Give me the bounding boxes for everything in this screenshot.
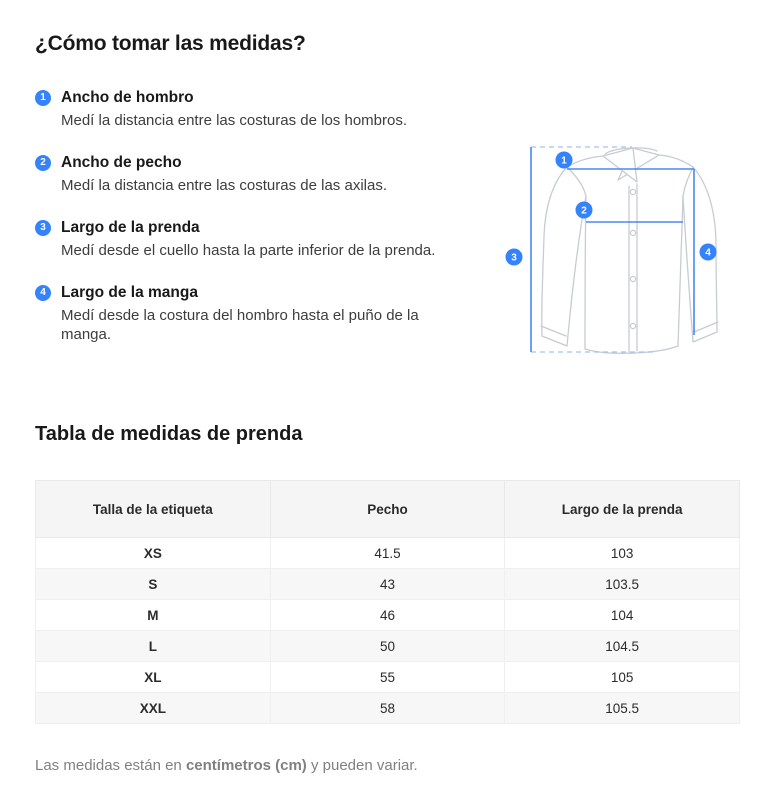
cell-length: 105	[505, 662, 740, 693]
step-description: Medí desde el cuello hasta la parte inferior de la prenda.	[61, 242, 436, 259]
table-row	[36, 538, 740, 569]
step-number-badge: 4	[35, 285, 51, 301]
shirt-button	[630, 276, 635, 281]
step-title: Largo de la prenda	[61, 219, 200, 236]
diagram-marker-2	[576, 202, 593, 219]
diagram-marker-3	[506, 249, 523, 266]
header-chest: Pecho	[270, 481, 505, 538]
cell-size: XS	[36, 538, 271, 569]
footnote-suffix: y pueden variar.	[306, 757, 418, 774]
size-table-header-row	[36, 481, 740, 538]
table-row	[36, 631, 740, 662]
cell-length: 105.5	[505, 693, 740, 724]
shirt-left-shoulder	[567, 156, 603, 167]
footnote	[35, 756, 740, 775]
step-chest-width	[35, 154, 457, 195]
step-header	[35, 154, 457, 172]
shirt-button	[630, 230, 635, 235]
step-number-badge: 3	[35, 220, 51, 236]
diagram-marker-1	[556, 152, 573, 169]
measurement-steps	[35, 89, 457, 344]
shirt-right-cuff	[694, 322, 718, 332]
step-header	[35, 219, 457, 237]
step-description: Medí la distancia entre las costuras de los hombros.	[61, 112, 408, 129]
table-title: Tabla de medidas de prenda	[35, 423, 303, 445]
cell-length: 103	[505, 538, 740, 569]
shirt-buttons	[630, 189, 635, 328]
marker-label: 3	[511, 252, 517, 264]
step-number-badge: 2	[35, 155, 51, 171]
header-size-label: Talla de la etiqueta	[36, 481, 271, 538]
shirt-left-cuff	[541, 326, 566, 336]
table-row	[36, 662, 740, 693]
shirt-right-shoulder	[659, 155, 693, 167]
diagram-marker-4	[700, 244, 717, 261]
measurement-lines	[531, 147, 694, 352]
table-row	[36, 569, 740, 600]
shirt-button	[630, 323, 635, 328]
how-to-section	[35, 89, 740, 391]
cell-length: 103.5	[505, 569, 740, 600]
marker-label: 2	[581, 205, 587, 217]
cell-size: XL	[36, 662, 271, 693]
cell-size: M	[36, 600, 271, 631]
cell-chest: 58	[270, 693, 505, 724]
step-header	[35, 89, 457, 107]
header-garment-length: Largo de la prenda	[505, 481, 740, 538]
shirt-diagram-svg	[495, 134, 745, 374]
shirt-button	[630, 189, 635, 194]
cell-chest: 46	[270, 600, 505, 631]
cell-size: S	[36, 569, 271, 600]
step-shoulder-width	[35, 89, 457, 130]
step-title: Ancho de hombro	[61, 89, 194, 106]
marker-label: 4	[705, 247, 711, 259]
shirt-outline	[541, 148, 718, 353]
step-sleeve-length	[35, 284, 457, 344]
table-row	[36, 693, 740, 724]
cell-size: L	[36, 631, 271, 662]
shirt-left-sleeve	[542, 167, 586, 346]
cell-length: 104	[505, 600, 740, 631]
step-garment-length	[35, 219, 457, 260]
page-title: ¿Cómo tomar las medidas?	[35, 32, 306, 55]
size-table	[35, 480, 740, 724]
cell-chest: 43	[270, 569, 505, 600]
table-row	[36, 600, 740, 631]
step-title: Largo de la manga	[61, 284, 198, 301]
step-description: Medí desde la costura del hombro hasta el puño de la manga.	[61, 307, 419, 343]
step-description: Medí la distancia entre las costuras de las axilas.	[61, 177, 387, 194]
shirt-measurement-diagram	[495, 134, 745, 374]
size-table-head	[36, 481, 740, 538]
step-header	[35, 284, 457, 302]
size-table-body	[36, 538, 740, 724]
step-number-badge: 1	[35, 90, 51, 106]
footnote-units: centímetros (cm)	[185, 757, 307, 774]
cell-chest: 50	[270, 631, 505, 662]
cell-length: 104.5	[505, 631, 740, 662]
cell-size: XXL	[36, 693, 271, 724]
cell-chest: 41.5	[270, 538, 505, 569]
footnote-prefix: Las medidas están en	[35, 757, 186, 774]
marker-label: 1	[561, 155, 567, 167]
step-title: Ancho de pecho	[61, 154, 182, 171]
cell-chest: 55	[270, 662, 505, 693]
